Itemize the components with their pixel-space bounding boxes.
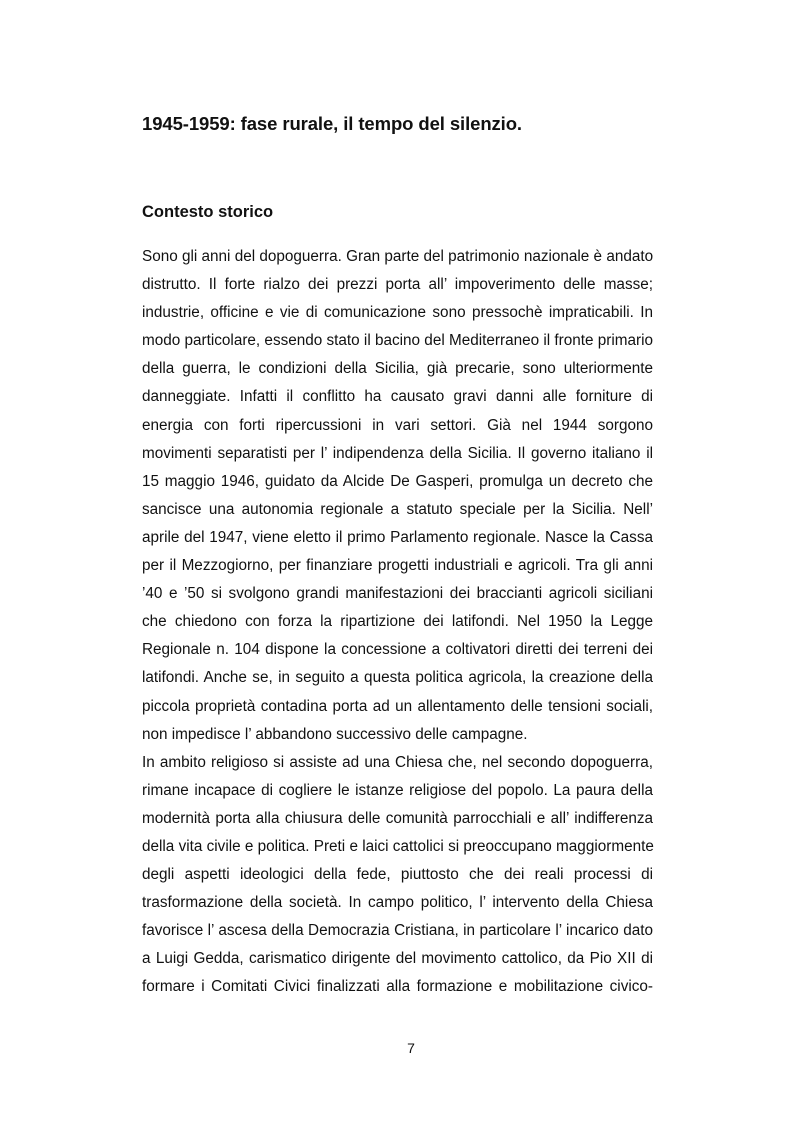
body-line: ’40 e ’50 si svolgono grandi manifestazioni dei braccianti agricoli siciliani: [142, 585, 653, 603]
body-line: piccola proprietà contadina porta ad un allentamento delle tensioni sociali,: [142, 697, 653, 715]
body-line: per il Mezzogiorno, per finanziare progetti industriali e agricoli. Tra gli anni: [142, 557, 653, 575]
body-line: energia con forti ripercussioni in vari settori. Già nel 1944 sorgono: [142, 416, 653, 434]
body-line: aprile del 1947, viene eletto il primo Parlamento regionale. Nasce la Cassa: [142, 528, 653, 546]
body-line: rimane incapace di cogliere le istanze religiose del popolo. La paura della: [142, 781, 653, 799]
body-paragraph: [142, 243, 653, 1002]
body-line: della vita civile e politica. Preti e laici cattolici si preoccupano maggiormente: [142, 837, 654, 855]
body-line: modo particolare, essendo stato il bacino del Mediterraneo il fronte primario: [142, 332, 654, 350]
body-line: sancisce una autonomia regionale a statuto speciale per la Sicilia. Nell’: [142, 500, 653, 518]
body-line: formare i Comitati Civici finalizzati alla formazione e mobilitazione civico-: [142, 978, 653, 996]
section-heading: Contesto storico: [142, 203, 274, 221]
body-line: industrie, officine e vie di comunicazione sono pressochè impraticabili. In: [142, 304, 653, 322]
body-line: della guerra, le condizioni della Sicilia, già precarie, sono ulteriormente: [142, 360, 653, 378]
body-line: a Luigi Gedda, carismatico dirigente del movimento cattolico, da Pio XII di: [142, 950, 653, 968]
body-line: modernità porta alla chiusura delle comunità parrocchiali e all’ indifferenza: [142, 809, 653, 827]
body-line: 15 maggio 1946, guidato da Alcide De Gasperi, promulga un decreto che: [142, 472, 653, 490]
body-line: che chiedono con forza la ripartizione dei latifondi. Nel 1950 la Legge: [142, 613, 653, 631]
body-line: movimenti separatisti per l’ indipendenza della Sicilia. Il governo italiano il: [142, 444, 653, 462]
body-line: danneggiate. Infatti il conflitto ha causato gravi danni alle forniture di: [142, 388, 653, 406]
body-line: In ambito religioso si assiste ad una Chiesa che, nel secondo dopoguerra,: [142, 753, 653, 771]
body-line: Regionale n. 104 dispone la concessione a coltivatori diretti dei terreni dei: [142, 641, 653, 659]
body-line: favorisce l’ ascesa della Democrazia Cristiana, in particolare l’ incarico dato: [142, 922, 653, 940]
body-line: Sono gli anni del dopoguerra. Gran parte del patrimonio nazionale è andato: [142, 248, 654, 265]
body-line: non impedisce l’ abbandono successivo delle campagne.: [142, 725, 528, 743]
page-number: 7: [407, 1040, 415, 1056]
body-line: degli aspetti ideologici della fede, piuttosto che dei reali processi di: [142, 866, 653, 884]
document-title: 1945-1959: fase rurale, il tempo del silenzio.: [142, 113, 522, 134]
body-line: distrutto. Il forte rialzo dei prezzi porta all’ impoverimento delle masse;: [142, 276, 653, 294]
body-line: trasformazione della società. In campo politico, l’ intervento della Chiesa: [142, 894, 653, 912]
body-line: latifondi. Anche se, in seguito a questa politica agricola, la creazione della: [142, 669, 653, 687]
